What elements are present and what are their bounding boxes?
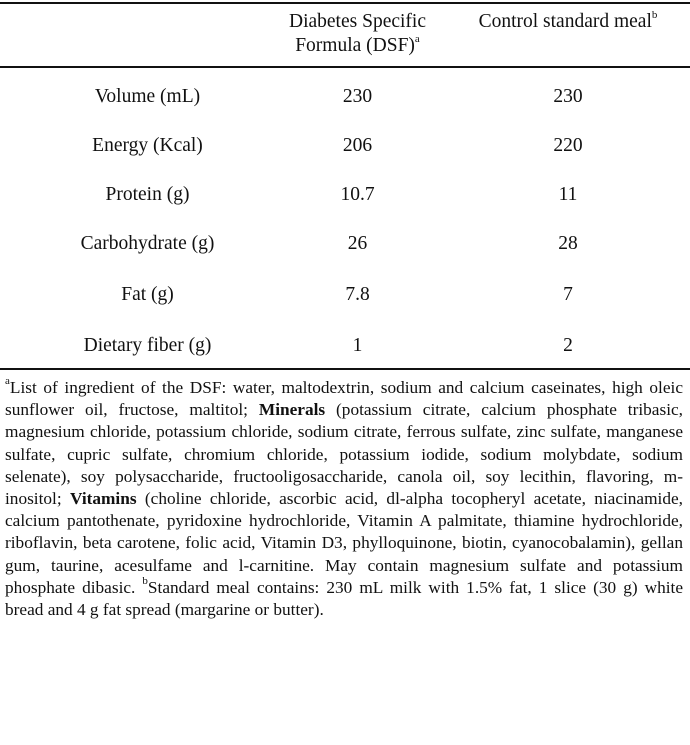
row-label: Carbohydrate (g) <box>80 233 215 254</box>
dsf-value: 26 <box>347 233 368 254</box>
control-footnote-mark: b <box>651 8 658 21</box>
dsf-footnote-mark: a <box>414 32 420 45</box>
column-header-control <box>468 10 668 34</box>
footnote-mark-b: b <box>142 575 148 588</box>
footnote-mark-a: a <box>5 375 10 388</box>
row-label: Energy (Kcal) <box>92 135 203 156</box>
control-value: 230 <box>553 86 583 107</box>
control-value: 28 <box>558 233 578 254</box>
row-label: Dietary fiber (g) <box>83 335 212 356</box>
control-value: 7 <box>563 284 573 305</box>
table-row <box>0 183 690 207</box>
table-row <box>0 283 690 307</box>
dsf-value: 206 <box>342 135 373 156</box>
footnote-text-4: Standard meal contains: 230 mL milk with 1.5% fat, 1 slice (30 g) white bread and 4 g fat spread (margarine or butter). <box>5 577 684 620</box>
column-header-dsf <box>255 10 460 58</box>
row-label: Protein (g) <box>105 184 190 205</box>
table-row <box>0 334 690 358</box>
table-row <box>0 85 690 109</box>
control-value: 2 <box>563 335 573 356</box>
control-value: 220 <box>553 135 583 156</box>
dsf-value: 10.7 <box>340 184 375 205</box>
row-label: Fat (g) <box>121 284 174 305</box>
control-header-label: Control standard meal <box>478 11 652 32</box>
dsf-value: 7.8 <box>345 284 370 305</box>
control-value: 11 <box>558 184 578 205</box>
dsf-header-label: Diabetes Specific Formula (DSF) <box>289 11 426 56</box>
footnote-text-2: (potassium citrate, calcium phosphate tribasic, magnesium chloride, potassium chloride, sodium citrate, ferrous sulfate, zinc sulfate, manganese sulfate, cupric sulfate, chromium chloride, potassium iodide, sodium molybdate, sodium selenate), soy polysaccharide, fructooligosaccharide, canola oil, soy lecithin, flavoring, m-inositol; <box>5 400 683 509</box>
dsf-value: 1 <box>352 335 363 356</box>
table-footnote <box>5 377 683 621</box>
row-label: Volume (mL) <box>94 86 201 107</box>
dsf-value: 230 <box>342 86 373 107</box>
vitamins-label: Vitamins <box>69 489 137 509</box>
bottom-rule <box>0 368 690 370</box>
footnote-text-3: (choline chloride, ascorbic acid, dl-alpha tocopheryl acetate, niacinamide, calcium pantothenate, pyridoxine hydrochloride, Vitamin A palmitate, thiamine hydrochloride, riboflavin, beta carotene, folic acid, Vitamin D3, phylloquinone, biotin, cyanocobalamin), gellan gum, taurine, acesulfame and l-carnitine. May contain magnesium sulfate and potassium phosphate dibasic. <box>5 489 683 597</box>
header-rule <box>0 66 690 68</box>
table-row <box>0 232 690 256</box>
footnote-text-1: List of ingredient of the DSF: water, maltodextrin, sodium and calcium caseinates, high oleic sunflower oil, fructose, maltitol; <box>5 378 683 420</box>
top-rule <box>0 2 690 4</box>
table-row <box>0 134 690 158</box>
minerals-label: Minerals <box>258 400 326 420</box>
